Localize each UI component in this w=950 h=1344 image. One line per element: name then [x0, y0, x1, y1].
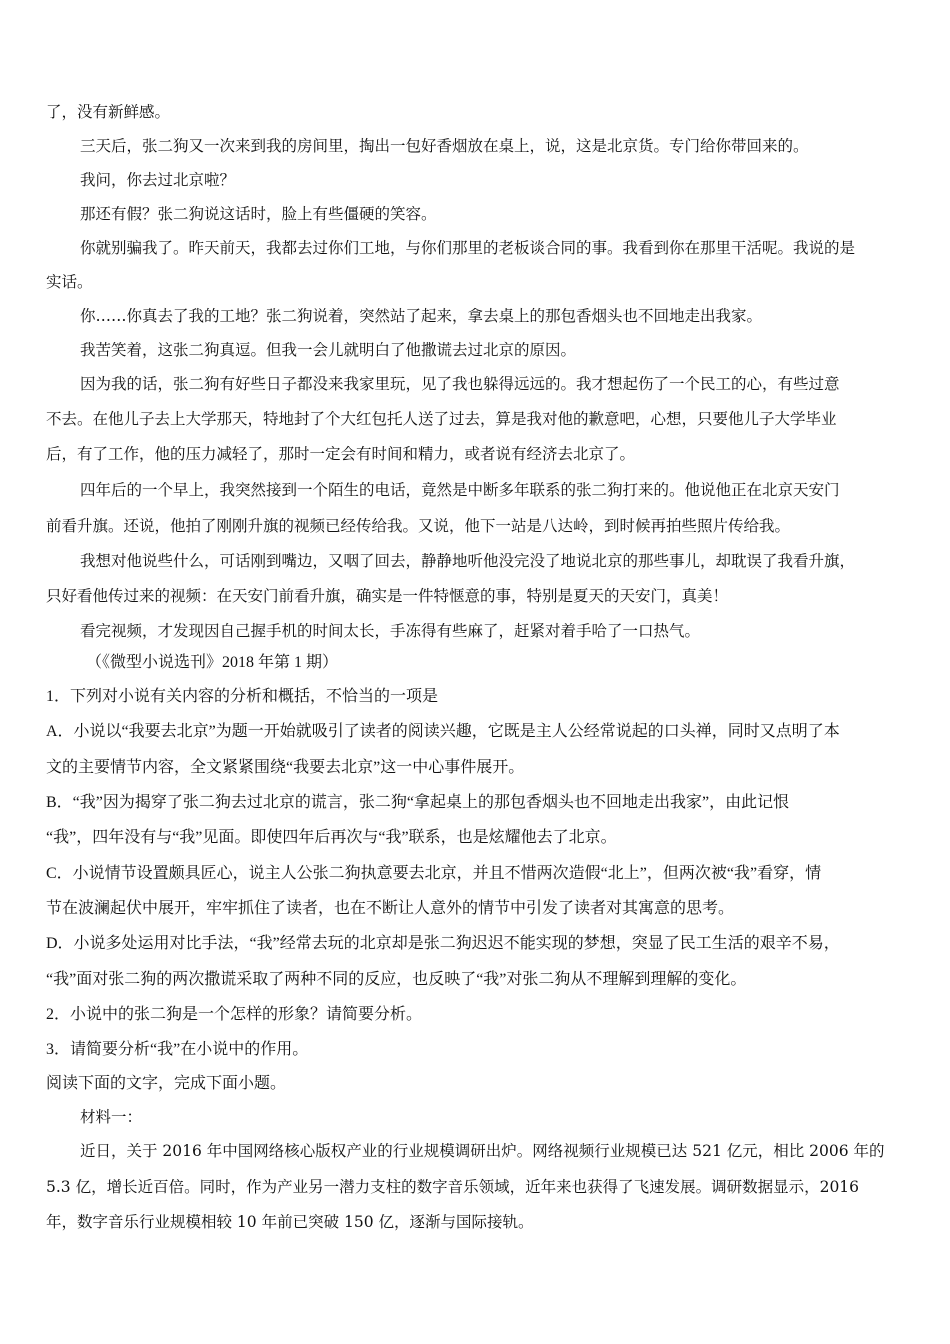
question-1-stem: 1．下列对小说有关内容的分析和概括，不恰当的一项是: [46, 688, 439, 705]
story-line: 不去。在他儿子去上大学那天，特地封了个大红包托人送了过去，算是我对他的歉意吧，心想，只要他儿子大学毕业: [46, 410, 837, 428]
story-line: 因为我的话，张二狗有好些日子都没来我家里玩，见了我也躲得远远的。我才想起伤了一个民工的心，有些过意: [80, 375, 840, 393]
story-line: 那还有假？张二狗说这话时，脸上有些僵硬的笑容。: [80, 205, 437, 223]
story-line: 你就别骗我了。昨天前天，我都去过你们工地，与你们那里的老板谈合同的事。我看到你在那里干活呢。我说的是: [80, 239, 856, 257]
story-line: 你……你真去了我的工地？张二狗说着，突然站了起来，拿去桌上的那包香烟头也不回地走出我家。: [80, 307, 763, 325]
material-line: 5.3 亿，增长近百倍。同时，作为产业另一潜力支柱的数字音乐领域，近年来也获得了飞速发展。调研数据显示，2016: [46, 1178, 860, 1196]
option-d: D．小说多处运用对比手法，“我”经常去玩的北京却是张二狗迟迟不能实现的梦想，突显了民工生活的艰辛不易，: [46, 935, 840, 952]
story-line: 四年后的一个早上，我突然接到一个陌生的电话，竟然是中断多年联系的张二狗打来的。他说他正在北京天安门: [80, 481, 840, 499]
story-line: 我问，你去过北京啦？: [80, 171, 236, 189]
material-line: 近日，关于 2016 年中国网络核心版权产业的行业规模调研出炉。网络视频行业规模已达 521 亿元，相比 2006 年的: [80, 1142, 885, 1160]
option-b: B．“我”因为揭穿了张二狗去过北京的谎言，张二狗“拿起桌上的那包香烟头也不回地走出我家”，由此记恨: [46, 794, 790, 811]
story-line: 实话。: [46, 273, 93, 291]
story-line: 了，没有新鲜感。: [46, 103, 171, 121]
source-citation: （《微型小说选刊》2018 年第 1 期）: [86, 654, 339, 671]
story-line: 前看升旗。还说，他拍了刚刚升旗的视频已经传给我。又说，他下一站是八达岭，到时候再拍些照片传给我。: [46, 517, 791, 535]
story-line: 后，有了工作，他的压力减轻了，那时一定会有时间和精力，或者说有经济去北京了。: [46, 445, 636, 463]
reading-intro: 阅读下面的文字，完成下面小题。: [46, 1075, 287, 1092]
story-line: 三天后，张二狗又一次来到我的房间里，掏出一包好香烟放在桌上，说，这是北京货。专门给你带回来的。: [80, 137, 809, 155]
story-line: 我想对他说些什么，可话刚到嘴边，又咽了回去，静静地听他没完没了地说北京的那些事儿，却耽误了我看升旗，: [80, 552, 856, 570]
option-a: A．小说以“我要去北京”为题一开始就吸引了读者的阅读兴趣，它既是主人公经常说起的口头禅，同时又点明了本: [46, 723, 840, 740]
story-line: 看完视频，才发现因自己握手机的时间太长，手冻得有些麻了，赶紧对着手哈了一口热气。: [80, 622, 701, 640]
story-line: 我苦笑着，这张二狗真逗。但我一会儿就明白了他撒谎去过北京的原因。: [80, 341, 577, 359]
option-c-cont: 节在波澜起伏中展开，牢牢抓住了读者，也在不断让人意外的情节中引发了读者对其寓意的思考。: [46, 900, 735, 917]
question-2: 2．小说中的张二狗是一个怎样的形象？请简要分析。: [46, 1006, 423, 1023]
story-line: 只好看他传过来的视频：在天安门前看升旗，确实是一件特惬意的事，特别是夏天的天安门，真美！: [46, 587, 729, 605]
option-b-cont: “我”，四年没有与“我”见面。即使四年后再次与“我”联系，也是炫耀他去了北京。: [46, 829, 617, 846]
option-d-cont: “我”面对张二狗的两次撒谎采取了两种不同的反应，也反映了“我”对张二狗从不理解到理解的变化。: [46, 971, 747, 988]
material-label: 材料一：: [80, 1108, 143, 1126]
question-3: 3．请简要分析“我”在小说中的作用。: [46, 1041, 309, 1058]
option-a-cont: 文的主要情节内容，全文紧紧围绕“我要去北京”这一中心事件展开。: [46, 759, 525, 776]
material-line: 年，数字音乐行业规模相较 10 年前已突破 150 亿，逐渐与国际接轨。: [46, 1213, 534, 1231]
option-c: C．小说情节设置颇具匠心，说主人公张二狗执意要去北京，并且不惜两次造假“北上”，但两次被“我”看穿，情: [46, 865, 822, 882]
